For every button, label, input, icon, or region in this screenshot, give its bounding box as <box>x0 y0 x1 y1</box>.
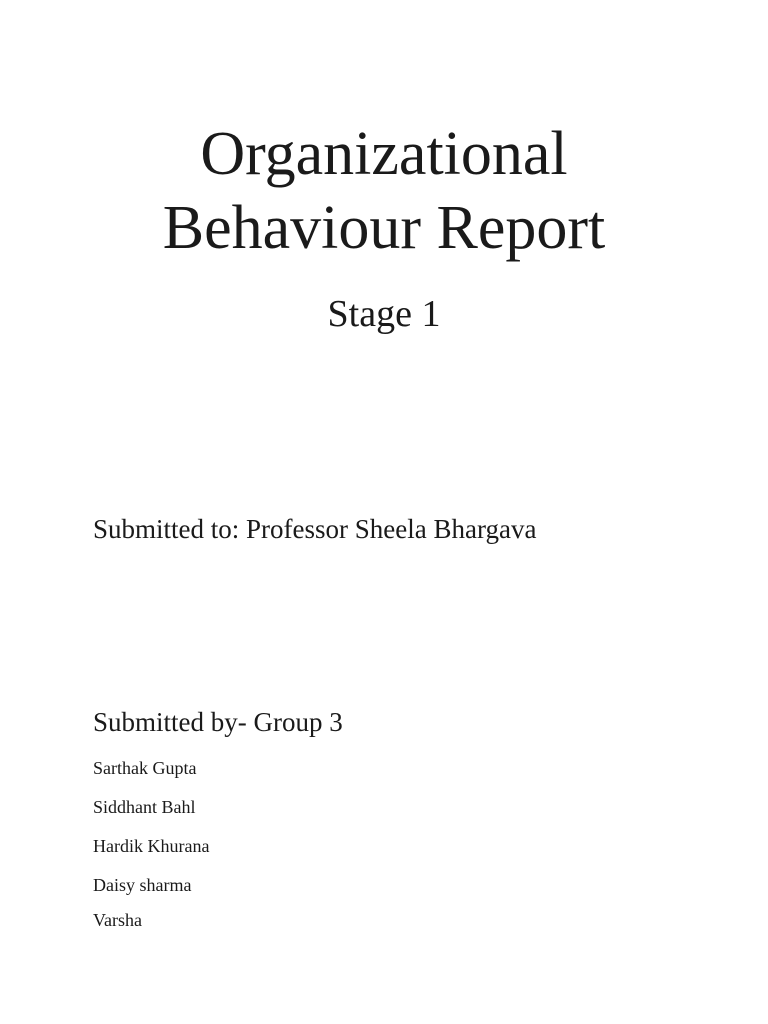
submitted-to-line: Submitted to: Professor Sheela Bhargava <box>93 514 537 544</box>
stage-label: Stage 1 <box>327 293 441 335</box>
submitted-by-line: Submitted by- Group 3 <box>93 707 343 737</box>
report-title-line-1: Organizational <box>200 120 568 188</box>
report-title-line-2: Behaviour Report <box>162 194 606 262</box>
report-title <box>0 117 768 265</box>
group-member: Siddhant Bahl <box>93 797 196 817</box>
group-member: Hardik Khurana <box>93 836 210 856</box>
group-member: Sarthak Gupta <box>93 758 197 778</box>
group-member: Daisy sharma <box>93 875 192 895</box>
group-member: Varsha <box>93 910 142 930</box>
